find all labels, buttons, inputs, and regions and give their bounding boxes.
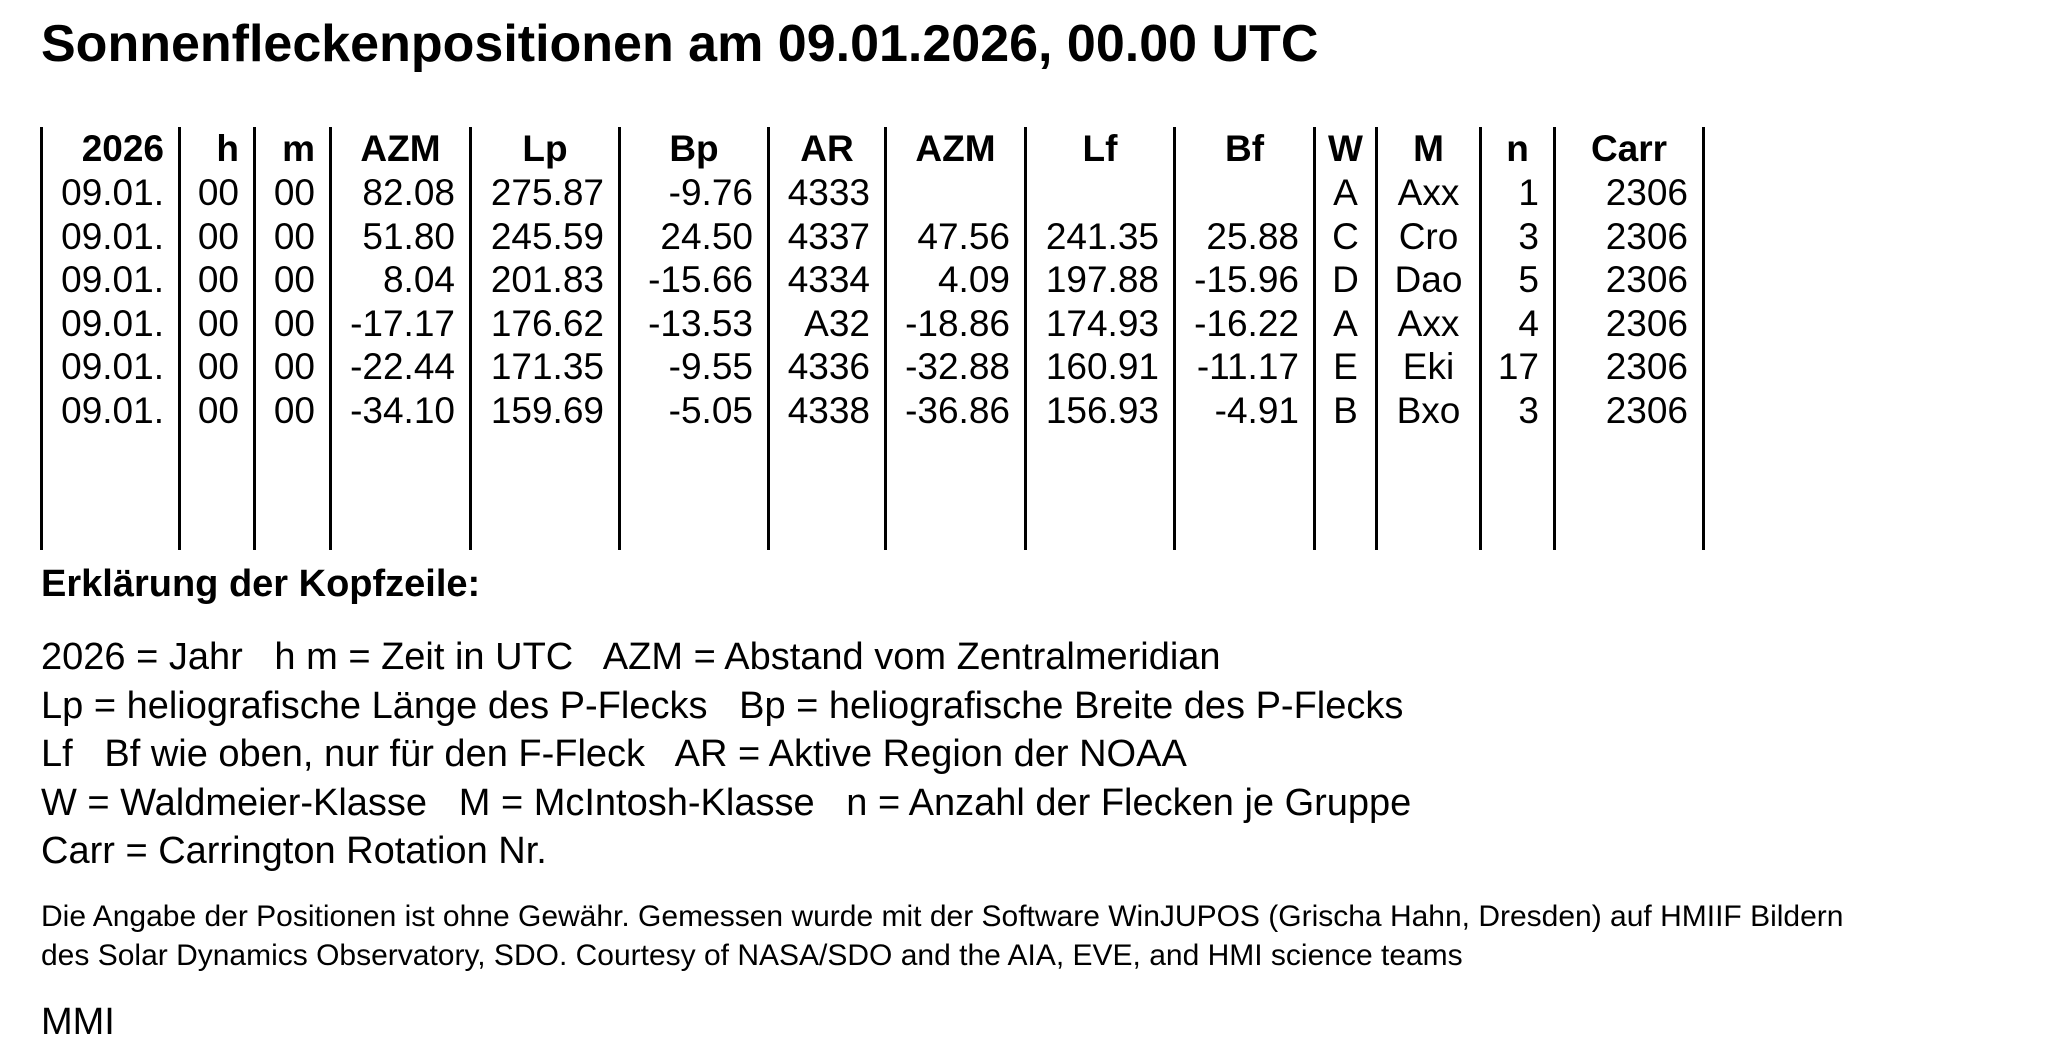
cell-count: 5 (1481, 258, 1555, 302)
table-row (42, 302, 1704, 346)
cell-azm-f: 4.09 (886, 258, 1026, 302)
cell-azm-p: 8.04 (331, 258, 471, 302)
cell-lp: 275.87 (471, 171, 620, 215)
col-header-bf: Bf (1175, 127, 1315, 171)
cell-minute: 00 (255, 389, 331, 433)
cell-waldmeier: D (1315, 258, 1377, 302)
cell-hour: 00 (180, 171, 255, 215)
cell-lp: 201.83 (471, 258, 620, 302)
cell-bf: -11.17 (1175, 345, 1315, 389)
cell-date: 09.01. (42, 215, 180, 259)
cell-lf: 156.93 (1026, 389, 1175, 433)
cell-lf: 241.35 (1026, 215, 1175, 259)
cell-waldmeier: E (1315, 345, 1377, 389)
cell-hour: 00 (180, 215, 255, 259)
cell-ar: 4334 (769, 258, 886, 302)
cell-waldmeier: A (1315, 171, 1377, 215)
cell-mcintosh: Axx (1377, 171, 1481, 215)
cell-date: 09.01. (42, 171, 180, 215)
cell-azm-f (886, 171, 1026, 215)
cell-carrington: 2306 (1555, 389, 1704, 433)
cell-ar: 4338 (769, 389, 886, 433)
cell-hour: 00 (180, 345, 255, 389)
col-header-azm-p: AZM (331, 127, 471, 171)
cell-bf: -16.22 (1175, 302, 1315, 346)
cell-mcintosh: Eki (1377, 345, 1481, 389)
cell-lp: 171.35 (471, 345, 620, 389)
cell-bp: -13.53 (620, 302, 769, 346)
disclaimer-line: des Solar Dynamics Observatory, SDO. Courtesy of NASA/SDO and the AIA, EVE, and HMI science teams (41, 939, 1463, 972)
cell-hour: 00 (180, 258, 255, 302)
cell-hour: 00 (180, 389, 255, 433)
cell-azm-p: 82.08 (331, 171, 471, 215)
page-title: Sonnenfleckenpositionen am 09.01.2026, 00.00 UTC (41, 15, 1319, 73)
cell-lf: 160.91 (1026, 345, 1175, 389)
col-header-year: 2026 (42, 127, 180, 171)
disclaimer (41, 897, 2046, 975)
cell-bf: 25.88 (1175, 215, 1315, 259)
col-header-azm-f: AZM (886, 127, 1026, 171)
cell-count: 17 (1481, 345, 1555, 389)
table-row (42, 345, 1704, 389)
cell-lp: 159.69 (471, 389, 620, 433)
cell-bp: -5.05 (620, 389, 769, 433)
cell-mcintosh: Bxo (1377, 389, 1481, 433)
col-header-mcintosh: M (1377, 127, 1481, 171)
cell-azm-f: -36.86 (886, 389, 1026, 433)
cell-minute: 00 (255, 345, 331, 389)
cell-minute: 00 (255, 258, 331, 302)
cell-lp: 245.59 (471, 215, 620, 259)
cell-bp: -9.76 (620, 171, 769, 215)
cell-minute: 00 (255, 215, 331, 259)
table-header-row (42, 127, 1704, 171)
cell-azm-f: 47.56 (886, 215, 1026, 259)
cell-waldmeier: A (1315, 302, 1377, 346)
cell-ar: 4337 (769, 215, 886, 259)
legend-line: 2026 = Jahr h m = Zeit in UTC AZM = Abstand vom Zentralmeridian (41, 636, 1221, 678)
legend-line: Carr = Carrington Rotation Nr. (41, 830, 547, 872)
cell-bf: -4.91 (1175, 389, 1315, 433)
legend-line: Lp = heliografische Länge des P-Flecks Bp = heliografische Breite des P-Flecks (41, 684, 1404, 727)
cell-bp: -15.66 (620, 258, 769, 302)
cell-minute: 00 (255, 171, 331, 215)
cell-ar: A32 (769, 302, 886, 346)
table-row (42, 171, 1704, 215)
header-legend (41, 633, 1411, 876)
cell-carrington: 2306 (1555, 171, 1704, 215)
col-header-lp: Lp (471, 127, 620, 171)
cell-waldmeier: B (1315, 389, 1377, 433)
legend-line: Lf Bf wie oben, nur für den F-Fleck AR = Aktive Region der NOAA (41, 733, 1187, 775)
cell-bf: -15.96 (1175, 258, 1315, 302)
cell-count: 1 (1481, 171, 1555, 215)
table-empty-space (42, 432, 1704, 550)
cell-hour: 00 (180, 302, 255, 346)
cell-bp: -9.55 (620, 345, 769, 389)
col-header-minute: m (255, 127, 331, 171)
cell-date: 09.01. (42, 345, 180, 389)
cell-azm-p: -17.17 (331, 302, 471, 346)
table-row (42, 258, 1704, 302)
col-header-bp: Bp (620, 127, 769, 171)
col-header-hour: h (180, 127, 255, 171)
cell-ar: 4336 (769, 345, 886, 389)
cell-mcintosh: Dao (1377, 258, 1481, 302)
cell-ar: 4333 (769, 171, 886, 215)
cell-count: 4 (1481, 302, 1555, 346)
col-header-lf: Lf (1026, 127, 1175, 171)
cell-mcintosh: Cro (1377, 215, 1481, 259)
cell-azm-p: -34.10 (331, 389, 471, 433)
sunspot-table (40, 127, 1705, 550)
cell-waldmeier: C (1315, 215, 1377, 259)
cell-bp: 24.50 (620, 215, 769, 259)
cell-azm-p: 51.80 (331, 215, 471, 259)
cell-azm-p: -22.44 (331, 345, 471, 389)
cell-carrington: 2306 (1555, 258, 1704, 302)
legend-line: W = Waldmeier-Klasse M = McIntosh-Klasse n = Anzahl der Flecken je Gruppe (41, 781, 1412, 824)
col-header-waldmeier: W (1315, 127, 1377, 171)
cell-lp: 176.62 (471, 302, 620, 346)
cell-azm-f: -18.86 (886, 302, 1026, 346)
cell-date: 09.01. (42, 302, 180, 346)
cell-minute: 00 (255, 302, 331, 346)
explanation-heading: Erklärung der Kopfzeile: (41, 563, 481, 605)
cell-bf (1175, 171, 1315, 215)
cell-mcintosh: Axx (1377, 302, 1481, 346)
col-header-carrington: Carr (1555, 127, 1704, 171)
cell-count: 3 (1481, 215, 1555, 259)
cell-lf (1026, 171, 1175, 215)
cell-carrington: 2306 (1555, 345, 1704, 389)
cell-carrington: 2306 (1555, 302, 1704, 346)
cell-lf: 197.88 (1026, 258, 1175, 302)
cell-lf: 174.93 (1026, 302, 1175, 346)
cell-carrington: 2306 (1555, 215, 1704, 259)
disclaimer-line: Die Angabe der Positionen ist ohne Gewähr. Gemessen wurde mit der Software WinJUPOS (Grischa Hahn, Dresden) auf HMIIF Bildern (41, 900, 1844, 933)
table-row (42, 215, 1704, 259)
col-header-count: n (1481, 127, 1555, 171)
signature: MMI (41, 1001, 115, 1043)
cell-date: 09.01. (42, 389, 180, 433)
cell-count: 3 (1481, 389, 1555, 433)
col-header-ar: AR (769, 127, 886, 171)
cell-azm-f: -32.88 (886, 345, 1026, 389)
table-row (42, 389, 1704, 433)
cell-date: 09.01. (42, 258, 180, 302)
